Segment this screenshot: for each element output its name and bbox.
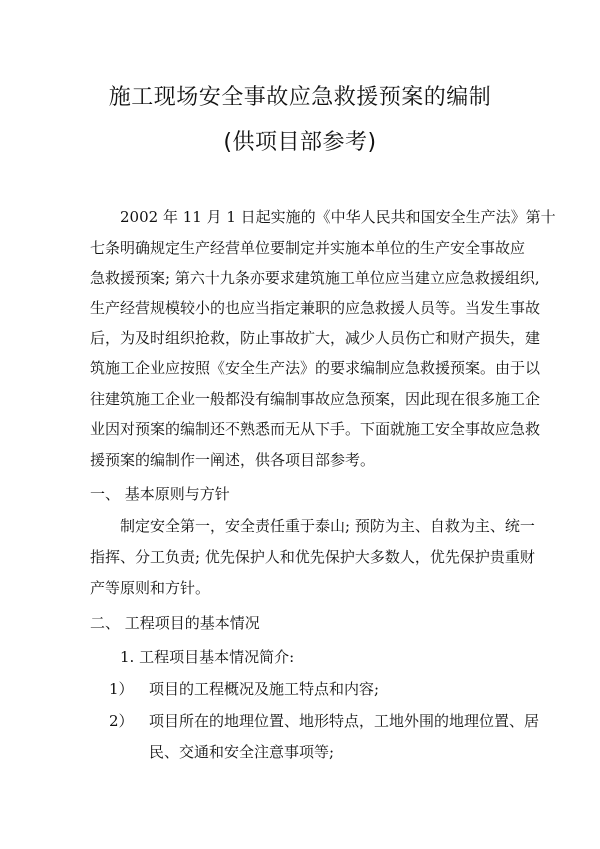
list-item-text: 民、交通和安全注意事项等; (149, 743, 335, 761)
section-1-line: 产等原则和方针。 (90, 579, 211, 597)
section-1-heading: 一、 基本原则与方针 (90, 485, 230, 503)
section-1-line: 制定安全第一，安全责任重于泰山; 预防为主、自救为主、统一 (120, 517, 535, 535)
intro-line: 急救援预案; 第六十九条亦要求建筑施工单位应当建立应急救援组织, (90, 269, 540, 287)
document-title: 施工现场安全事故应急救援预案的编制 (108, 85, 492, 110)
intro-line: 往建筑施工企业一般都没有编制事故应急预案，因此现在很多施工企 (90, 390, 541, 408)
list-item-number: 1） (109, 680, 134, 698)
section-2-heading: 二、 工程项目的基本情况 (90, 614, 260, 632)
document-subtitle: (供项目部参考) (223, 130, 377, 155)
section-2-subheading: 1. 工程项目基本情况简介: (120, 648, 295, 666)
intro-line: 2002 年 11 月 1 日起实施的《中华人民共和国安全生产法》第十 (120, 208, 556, 226)
intro-line: 生产经营规模较小的也应当指定兼职的应急救援人员等。当发生事故 (90, 299, 541, 317)
intro-line: 业因对预案的编制还不熟悉而无从下手。下面就施工安全事故应急救 (90, 420, 541, 438)
list-item-number: 2） (109, 712, 134, 730)
intro-line: 七条明确规定生产经营单位要制定并实施本单位的生产安全事故应 (90, 239, 526, 257)
intro-line: 后，为及时组织抢救，防止事故扩大，减少人员伤亡和财产损失，建 (90, 329, 541, 347)
intro-line: 筑施工企业应按照《安全生产法》的要求编制应急救援预案。由于以 (90, 359, 541, 377)
list-item-text: 项目的工程概况及施工特点和内容; (149, 680, 380, 698)
intro-line: 援预案的编制作一阐述，供各项目部参考。 (90, 451, 376, 469)
list-item-text: 项目所在的地理位置、地形特点，工地外围的地理位置、居 (149, 712, 540, 730)
section-1-line: 指挥、分工负责; 优先保护人和优先保护大多数人，优先保护贵重财 (90, 548, 535, 566)
